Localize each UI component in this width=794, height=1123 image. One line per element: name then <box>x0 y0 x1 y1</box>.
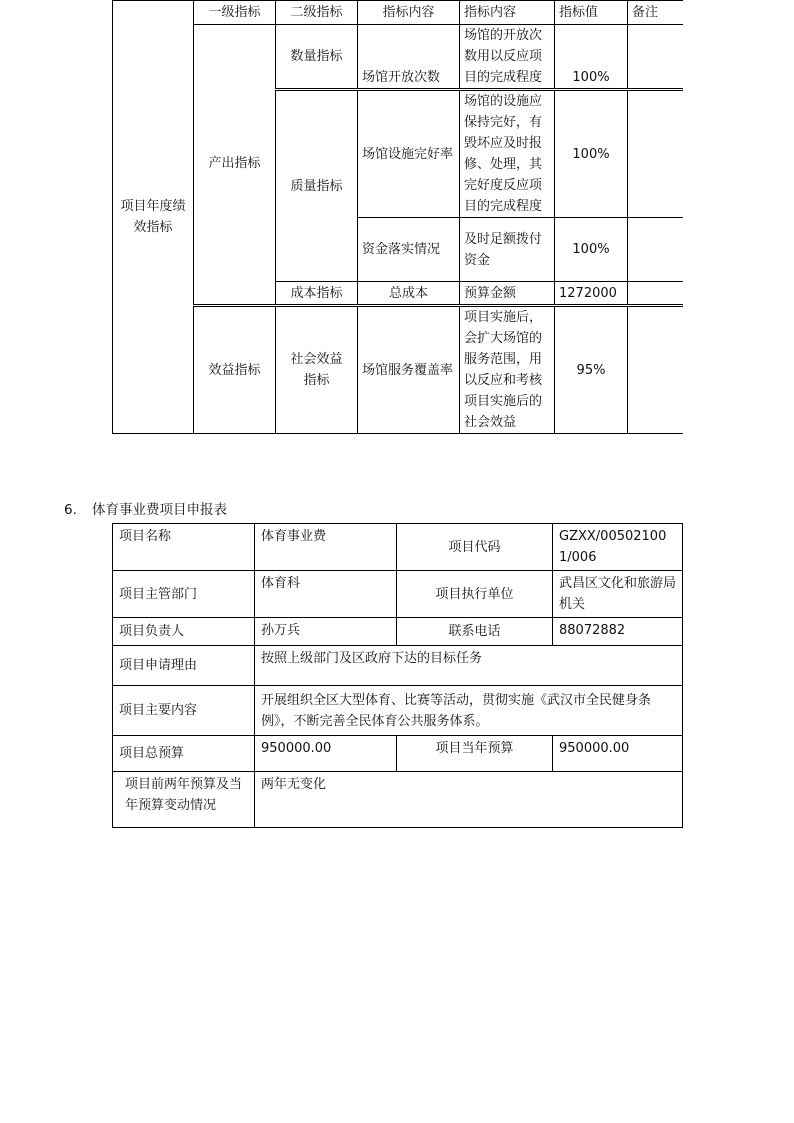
project-code-label: 项目代码 <box>397 524 553 571</box>
header-value: 指标值 <box>555 1 628 25</box>
phone-value: 88072882 <box>553 618 683 646</box>
year-budget-value: 950000.00 <box>553 736 683 772</box>
social-benefit-description: 项目实施后，会扩大场馆的服务范围，用以反应和考核项目实施后的社会效益 <box>460 306 555 434</box>
cost-indicator-label: 成本指标 <box>276 282 358 306</box>
leader-value: 孙万兵 <box>255 618 397 646</box>
project-name-label: 项目名称 <box>113 524 255 571</box>
quantity-description: 场馆的开放次数用以反应项目的完成程度 <box>460 25 555 90</box>
quantity-content: 场馆开放次数 <box>358 25 460 90</box>
reason-value: 按照上级部门及区政府下达的目标任务 <box>255 646 683 686</box>
header-content: 指标内容 <box>358 1 460 25</box>
budget-change-value: 两年无变化 <box>255 772 683 828</box>
quantity-note <box>628 25 683 90</box>
quality-indicator-label: 质量指标 <box>276 90 358 282</box>
dept-value: 体育科 <box>255 571 397 618</box>
header-note: 备注 <box>628 1 683 25</box>
section-title: 体育事业费项目申报表 <box>92 502 227 518</box>
quality-note-1 <box>628 90 683 218</box>
header-level2: 二级指标 <box>276 1 358 25</box>
header-content-2: 指标内容 <box>460 1 555 25</box>
quality-content-1: 场馆设施完好率 <box>358 90 460 218</box>
reason-label: 项目申请理由 <box>113 646 255 686</box>
section-number: 6. <box>64 502 77 518</box>
output-indicator-label: 产出指标 <box>194 25 276 306</box>
exec-unit-label: 项目执行单位 <box>397 571 553 618</box>
quality-value-2: 100% <box>555 218 628 282</box>
cost-content: 总成本 <box>358 282 460 306</box>
phone-label: 联系电话 <box>397 618 553 646</box>
cost-description: 预算金额 <box>460 282 555 306</box>
quantity-indicator-label: 数量指标 <box>276 25 358 90</box>
quality-content-2: 资金落实情况 <box>358 218 460 282</box>
section-heading <box>64 498 227 518</box>
total-budget-value: 950000.00 <box>255 736 397 772</box>
social-benefit-label: 社会效益指标 <box>276 306 358 434</box>
quality-description-2: 及时足额拨付资金 <box>460 218 555 282</box>
dept-label: 项目主管部门 <box>113 571 255 618</box>
social-benefit-value: 95% <box>555 306 628 434</box>
row-group-label: 项目年度绩效指标 <box>113 1 194 434</box>
quality-description-1: 场馆的设施应保持完好，有毁坏应及时报修、处理，其完好度反应项目的完成程度 <box>460 90 555 218</box>
budget-change-label: 项目前两年预算及当年预算变动情况 <box>113 772 255 828</box>
performance-indicator-table <box>112 0 683 434</box>
quality-note-2 <box>628 218 683 282</box>
social-benefit-note <box>628 306 683 434</box>
header-level1: 一级指标 <box>194 1 276 25</box>
quantity-value: 100% <box>555 25 628 90</box>
project-code-value: GZXX/005021001/006 <box>553 524 683 571</box>
cost-note <box>628 282 683 306</box>
project-name-value: 体育事业费 <box>255 524 397 571</box>
cost-value: 1272000 <box>555 282 628 306</box>
leader-label: 项目负责人 <box>113 618 255 646</box>
benefit-indicator-label: 效益指标 <box>194 306 276 434</box>
main-content-value: 开展组织全区大型体育、比赛等活动，贯彻实施《武汉市全民健身条例》，不断完善全民体育公共服务体系。 <box>255 686 683 736</box>
exec-unit-value: 武昌区文化和旅游局机关 <box>553 571 683 618</box>
social-benefit-content: 场馆服务覆盖率 <box>358 306 460 434</box>
project-application-table <box>112 523 683 828</box>
total-budget-label: 项目总预算 <box>113 736 255 772</box>
year-budget-label: 项目当年预算 <box>397 736 553 772</box>
quality-value-1: 100% <box>555 90 628 218</box>
main-content-label: 项目主要内容 <box>113 686 255 736</box>
